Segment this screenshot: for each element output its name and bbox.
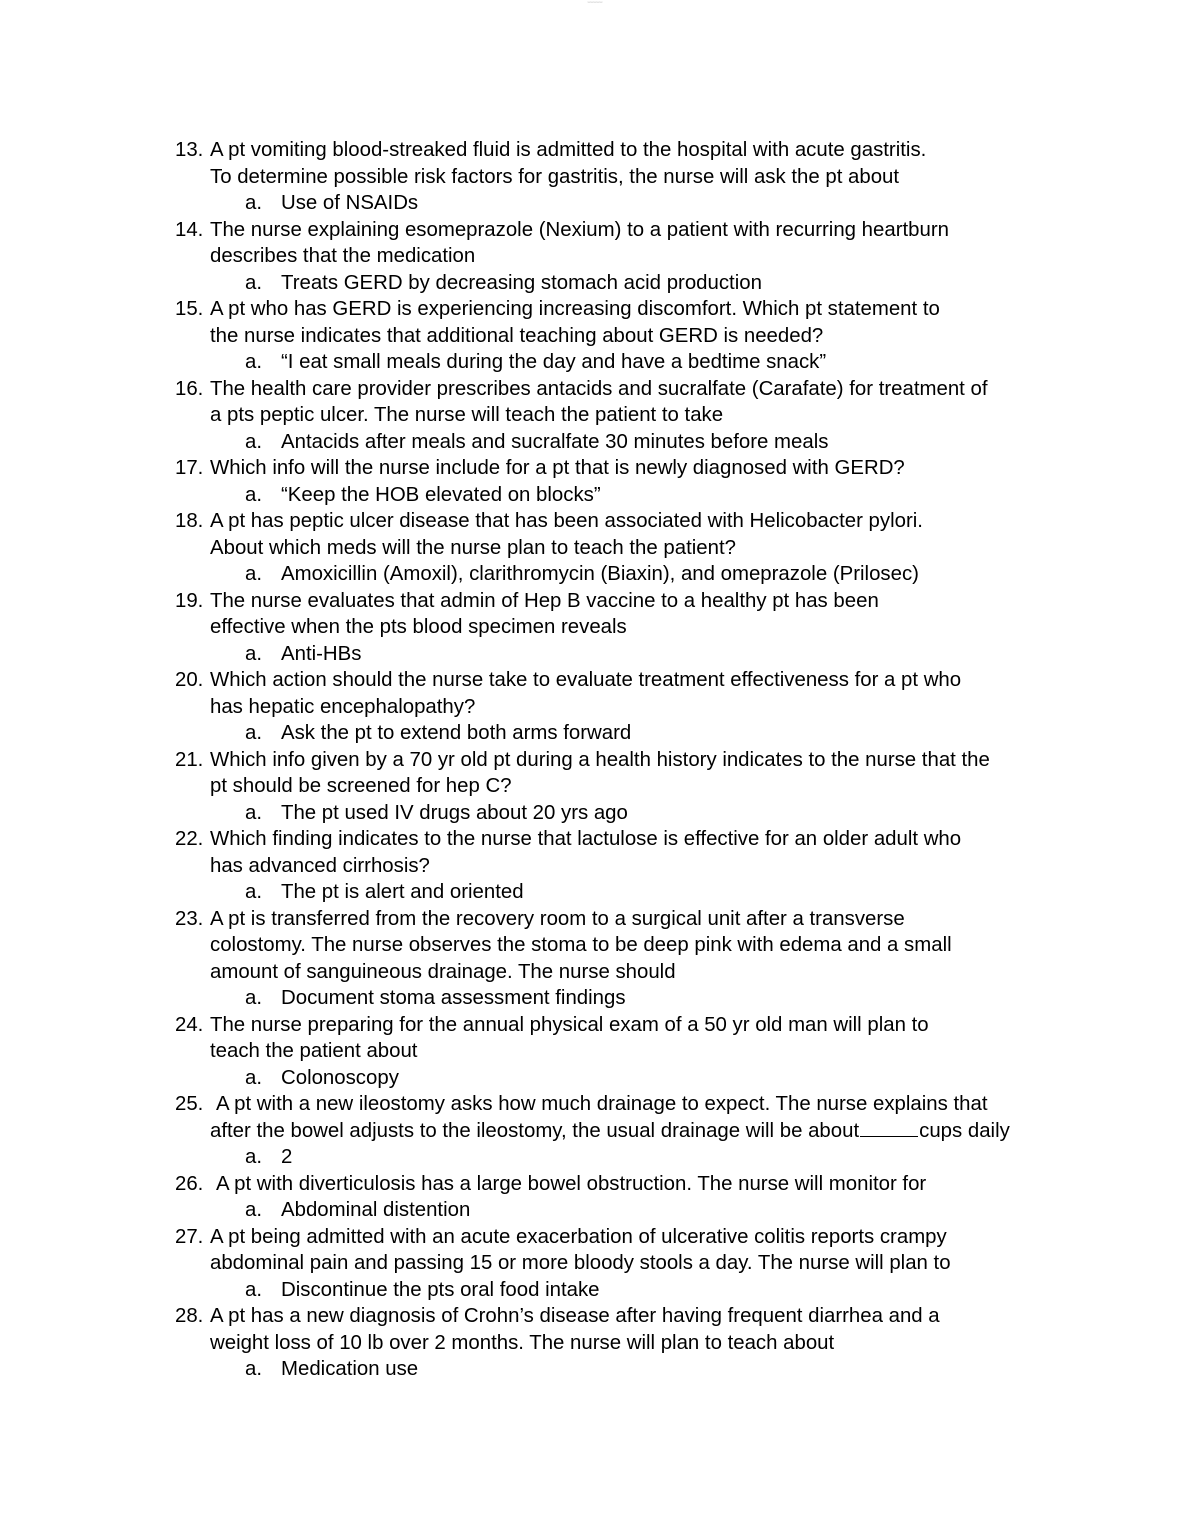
question-text: A pt vomiting blood-streaked fluid is admitted to the hospital with acute gastritis.: [210, 139, 927, 161]
question-24: [0, 1012, 1190, 1039]
question-text-continued: [210, 1118, 1010, 1145]
answer-text: Medication use: [281, 1358, 419, 1380]
answer-16: [0, 429, 1190, 456]
question-15: [0, 296, 1190, 323]
question-21: [0, 747, 1190, 774]
answer-13: [0, 190, 1190, 217]
answer-letter: a.: [245, 642, 263, 665]
question-text-continued: amount of sanguineous drainage. The nurse should: [210, 960, 676, 983]
question-text: The nurse explaining esomeprazole (Nexium) to a patient with recurring heartburn: [210, 218, 949, 241]
question-number: 15.: [175, 298, 204, 320]
question-text: A pt is transferred from the recovery room to a surgical unit after a transverse: [210, 907, 905, 930]
question-text: The nurse preparing for the annual physical exam of a 50 yr old man will plan to: [210, 1013, 929, 1036]
question-text-continued: teach the patient about: [210, 1040, 418, 1062]
question-number: 22.: [175, 828, 204, 850]
question-text-continued: To determine possible risk factors for gastritis, the nurse will ask the pt about: [210, 165, 900, 188]
answer-letter: a.: [245, 881, 263, 903]
answer-text: Discontinue the pts oral food intake: [281, 1278, 600, 1301]
question-text-continued: effective when the pts blood specimen reveals: [210, 616, 627, 638]
answer-text: Document stoma assessment findings: [281, 987, 626, 1009]
answer-21: [0, 800, 1190, 827]
answer-letter: a.: [245, 1066, 263, 1089]
question-number: 25.: [175, 1093, 204, 1115]
answer-text: Use of NSAIDs: [281, 192, 419, 214]
question-number: 19.: [175, 589, 204, 612]
answer-letter: a.: [245, 722, 263, 744]
question-number: 21.: [175, 748, 204, 771]
answer-letter: a.: [245, 1199, 263, 1221]
question-text: The health care provider prescribes antacids and sucralfate (Carafate) for treatment of: [210, 377, 988, 400]
question-text-continued: has hepatic encephalopathy?: [210, 695, 476, 718]
answer-17: [0, 482, 1190, 509]
question-text: Which info will the nurse include for a pt that is newly diagnosed with GERD?: [210, 457, 905, 479]
question-list: [0, 137, 1190, 1383]
answer-letter: a.: [245, 192, 263, 214]
question-text: A pt with diverticulosis has a large bowel obstruction. The nurse will monitor for: [216, 1172, 927, 1195]
question-text-segment: after the bowel adjusts to the ileostomy, the usual drainage will be about: [210, 1119, 860, 1142]
question-number: 24.: [175, 1013, 204, 1036]
question-14: [0, 217, 1190, 244]
question-number: 17.: [175, 457, 204, 479]
question-text: Which info given by a 70 yr old pt during a health history indicates to the nurse that the: [210, 748, 990, 771]
answer-letter: a.: [245, 563, 263, 585]
answer-text: The pt is alert and oriented: [281, 881, 524, 903]
header-mark: xxxxxxxxxx: [587, 0, 603, 4]
answer-text: Abdominal distention: [281, 1199, 471, 1221]
answer-letter: a.: [245, 1358, 263, 1380]
answer-text: 2: [281, 1146, 293, 1168]
answer-24: [0, 1065, 1190, 1092]
answer-26: [0, 1197, 1190, 1224]
answer-18: [0, 561, 1190, 588]
answer-22: [0, 879, 1190, 906]
question-number: 18.: [175, 510, 204, 532]
answer-25: [0, 1144, 1190, 1171]
question-text-continued: describes that the medication: [210, 245, 476, 267]
question-text-continued: weight loss of 10 lb over 2 months. The nurse will plan to teach about: [210, 1331, 835, 1354]
answer-letter: a.: [245, 430, 263, 453]
answer-text: The pt used IV drugs about 20 yrs ago: [281, 801, 628, 824]
question-number: 14.: [175, 218, 204, 241]
question-number: 23.: [175, 907, 204, 930]
answer-text: Amoxicillin (Amoxil), clarithromycin (Biaxin), and omeprazole (Prilosec): [281, 563, 919, 585]
question-text: A pt who has GERD is experiencing increasing discomfort. Which pt statement to: [210, 298, 940, 320]
question-text: Which finding indicates to the nurse that lactulose is effective for an older adult who: [210, 828, 962, 850]
question-text-continued: the nurse indicates that additional teaching about GERD is needed?: [210, 324, 824, 347]
answer-28: [0, 1356, 1190, 1383]
answer-letter: a.: [245, 351, 263, 373]
question-text-continued: abdominal pain and passing 15 or more bloody stools a day. The nurse will plan to: [210, 1252, 951, 1274]
question-number: 26.: [175, 1172, 204, 1195]
answer-letter: a.: [245, 801, 263, 824]
question-text: A pt being admitted with an acute exacerbation of ulcerative colitis reports crampy: [210, 1225, 947, 1248]
answer-text: Antacids after meals and sucralfate 30 minutes before meals: [281, 430, 829, 453]
question-13: [0, 137, 1190, 164]
question-number: 13.: [175, 139, 204, 161]
question-18: [0, 508, 1190, 535]
question-text-continued: pt should be screened for hep C?: [210, 775, 512, 797]
question-number: 27.: [175, 1225, 204, 1248]
answer-text: “I eat small meals during the day and have a bedtime snack”: [281, 351, 827, 373]
question-17: [0, 455, 1190, 482]
question-text-continued: colostomy. The nurse observes the stoma to be deep pink with edema and a small: [210, 934, 952, 956]
answer-20: [0, 720, 1190, 747]
answer-letter: a.: [245, 1278, 263, 1301]
question-text: A pt with a new ileostomy asks how much drainage to expect. The nurse explains that: [216, 1093, 988, 1115]
question-number: 16.: [175, 377, 204, 400]
answer-27: [0, 1277, 1190, 1304]
answer-23: [0, 985, 1190, 1012]
answer-text: “Keep the HOB elevated on blocks”: [281, 483, 601, 506]
question-22: [0, 826, 1190, 853]
question-text-continued: About which meds will the nurse plan to teach the patient?: [210, 536, 736, 559]
question-text: Which action should the nurse take to evaluate treatment effectiveness for a pt who: [210, 669, 962, 691]
answer-letter: a.: [245, 271, 263, 294]
answer-letter: a.: [245, 1146, 263, 1168]
question-26: [0, 1171, 1190, 1198]
question-27: [0, 1224, 1190, 1251]
answer-15: [0, 349, 1190, 376]
answer-14: [0, 270, 1190, 297]
question-19: [0, 588, 1190, 615]
question-text: A pt has a new diagnosis of Crohn’s disease after having frequent diarrhea and a: [210, 1305, 940, 1327]
question-text-continued: a pts peptic ulcer. The nurse will teach the patient to take: [210, 404, 724, 426]
question-text: The nurse evaluates that admin of Hep B vaccine to a healthy pt has been: [210, 589, 879, 612]
question-23: [0, 906, 1190, 933]
question-text-segment: cups daily: [919, 1119, 1010, 1142]
answer-text: Treats GERD by decreasing stomach acid production: [281, 271, 762, 294]
question-text: A pt has peptic ulcer disease that has been associated with Helicobacter pylori.: [210, 510, 923, 532]
question-text-continued: has advanced cirrhosis?: [210, 854, 430, 877]
answer-text: Colonoscopy: [281, 1066, 399, 1089]
question-20: [0, 667, 1190, 694]
question-number: 28.: [175, 1305, 204, 1327]
question-28: [0, 1303, 1190, 1330]
question-16: [0, 376, 1190, 403]
answer-text: Anti-HBs: [281, 642, 362, 665]
answer-19: [0, 641, 1190, 668]
fill-in-blank: [860, 1118, 918, 1137]
question-25: [0, 1091, 1190, 1118]
answer-letter: a.: [245, 987, 263, 1009]
answer-letter: a.: [245, 483, 263, 506]
question-number: 20.: [175, 669, 204, 691]
answer-text: Ask the pt to extend both arms forward: [281, 722, 632, 744]
